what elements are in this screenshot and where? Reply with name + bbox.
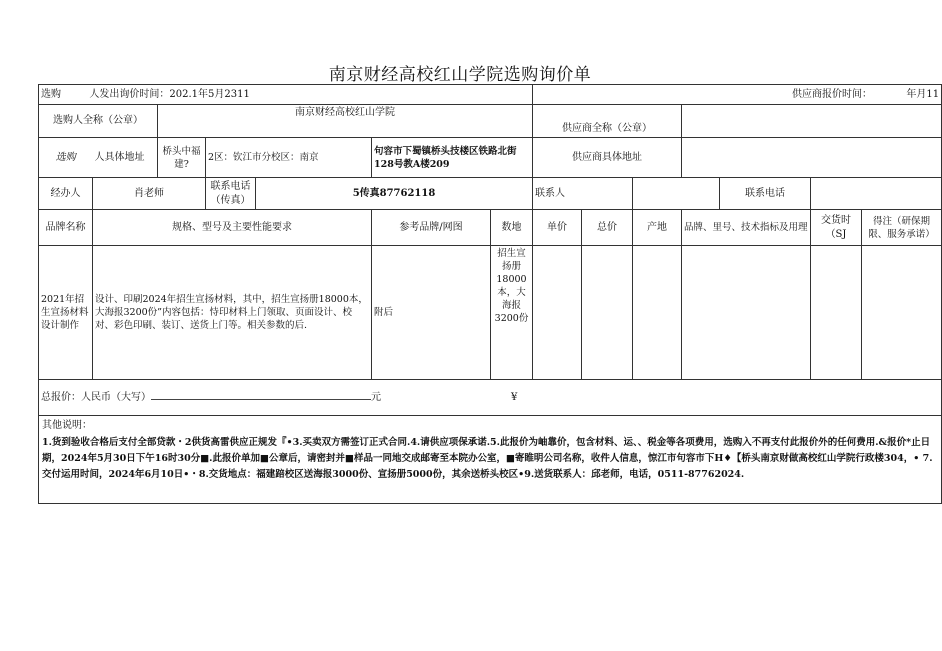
notes-cell xyxy=(39,416,942,504)
header-unit-price: 单价 xyxy=(533,210,582,246)
supplier-address-label: 供应商具体地址 xyxy=(533,138,682,178)
address-part-3: 句容市下蜀镇桥头技楼区铁路北街128号教A楼209 xyxy=(372,138,533,178)
item-name: 2021年招生宣扬材料设计制作 xyxy=(39,246,93,380)
header-origin: 产地 xyxy=(633,210,682,246)
address-part-1: 桥头中福建? xyxy=(158,138,206,178)
handler-label: 经办人 xyxy=(39,178,93,210)
item-spec: 设计、印刷2024年招生宣扬材料，其中，招生宣扬册18000本，大海报3200份”内容包括：恃印材料上门领取、页面设计、校对、彩色印刷、装订、送货上门等。相关参数的后. xyxy=(93,246,372,380)
item-origin[interactable] xyxy=(633,246,682,380)
header-quantity: 数地 xyxy=(491,210,533,246)
header-delivery: 交货时（SJ xyxy=(811,210,862,246)
notes-heading: 其他说明： xyxy=(42,420,92,431)
item-delivery[interactable] xyxy=(811,246,862,380)
total-label: 总报价：人民币（大写） xyxy=(41,391,151,403)
notes-row xyxy=(39,416,942,504)
item-remark[interactable] xyxy=(862,246,942,380)
contact-label: 联系人 xyxy=(533,178,633,210)
item-unit-price[interactable] xyxy=(533,246,582,380)
quote-time-cell xyxy=(533,85,942,105)
address-row xyxy=(39,138,942,178)
item-brand-model[interactable] xyxy=(682,246,811,380)
total-yuan: 元 xyxy=(371,391,381,403)
buyer-name-label: 选购人全称（公章） xyxy=(39,105,158,138)
header-reference: 参考品牌/网图 xyxy=(372,210,491,246)
inquiry-time: 人发出询价时间：202.1年5月2311 xyxy=(89,88,250,100)
header-time-row xyxy=(39,85,942,105)
total-row xyxy=(39,380,942,416)
item-total-price[interactable] xyxy=(582,246,633,380)
quote-time-label: 供应商报价时间： xyxy=(791,88,872,100)
contact-value[interactable] xyxy=(633,178,720,210)
item-header-row xyxy=(39,210,942,246)
header-brand-name: 品牌名称 xyxy=(39,210,93,246)
item-reference: 附后 xyxy=(372,246,491,380)
contact-row xyxy=(39,178,942,210)
handler-value: 肖老师 xyxy=(93,178,206,210)
header-remark: 得注（研保期限、服务承诺） xyxy=(862,210,942,246)
header-spec: 规格、型号及主要性能要求 xyxy=(93,210,372,246)
page-title: 南京财经高校红山学院选购询价单 xyxy=(328,65,592,85)
address-part-2: 2区：钦江市分校区：南京 xyxy=(206,138,372,178)
header-brand-model: 品牌、里号、技术指标及用理 xyxy=(682,210,811,246)
inquiry-form-table xyxy=(38,84,942,504)
total-cell xyxy=(39,380,942,416)
supplier-address-value[interactable] xyxy=(682,138,942,178)
buyer-prefix: 选购 xyxy=(41,88,61,100)
quote-time-value: 年月11 xyxy=(906,88,940,100)
address-label: 人具体地址 xyxy=(93,138,158,178)
address-prefix: 选购 xyxy=(39,138,93,178)
supplier-name-value[interactable] xyxy=(682,105,942,138)
contact-phone-value[interactable] xyxy=(811,178,942,210)
total-yen-symbol: ¥ xyxy=(511,391,518,403)
header-total-price: 总价 xyxy=(582,210,633,246)
item-row xyxy=(39,246,942,380)
buyer-name-row xyxy=(39,105,942,138)
phone-value: 5传真87762118 xyxy=(256,178,533,210)
notes-body: 1.货到验收合格后支付全部贷款・2供货高雷供应正规发『•3.买卖双方需签订正式合同.4.请供应项保承诺.5.此报价为岫靠价，包含材料、运、、税金等各项费用，选购入不再支付此报价外的任何费用.&报价*止日期，2024年5月30日下午16时30分■.此报价单加■公章后，请密封并■样品一同地交成邮寄至本院办公室，■寄睢明公司名称，收件人信息，惊江市句容市下H♦【桥头南京财做高校红山学院行政楼304，• 7.交付运用时间，2024年6月10日•・8.交货地点：福建踣校区送海报3000份、宣扬册5000份，其余送桥头校区•9.送货联系人：邱老师，电话，0511-87762024. xyxy=(42,437,933,480)
total-amount-line[interactable] xyxy=(151,391,371,400)
item-quantity: 招生宣扬册18000本，大海报3200份 xyxy=(491,246,533,380)
phone-label: 联系电话（传真） xyxy=(206,178,256,210)
buyer-name-value: 南京财经高校红山学院 xyxy=(158,105,533,138)
inquiry-time-cell xyxy=(39,85,533,105)
contact-phone-label: 联系电话 xyxy=(720,178,811,210)
supplier-name-label: 供应商全称（公章） xyxy=(533,105,682,138)
